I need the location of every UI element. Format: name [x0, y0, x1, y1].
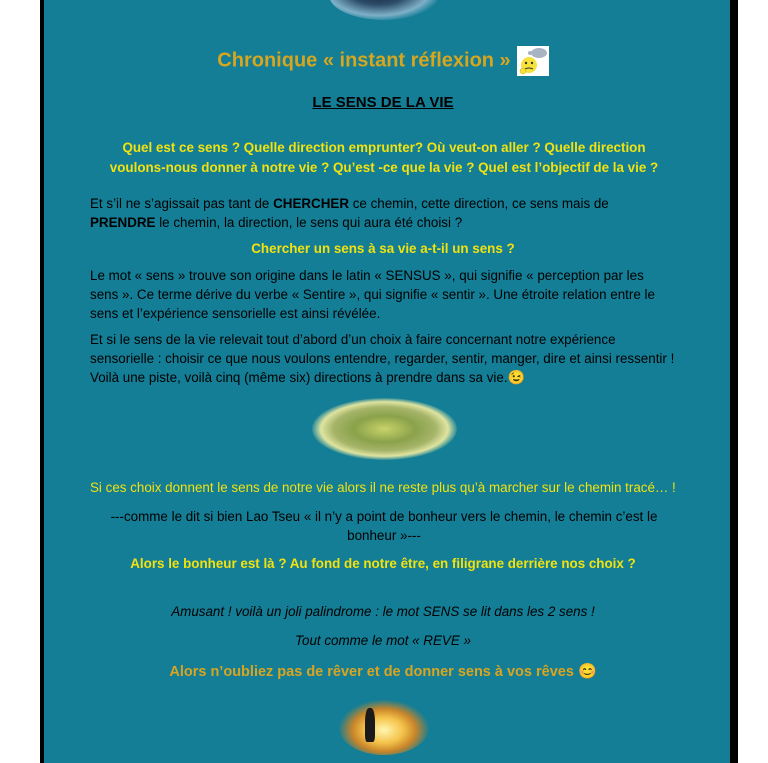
para1-part-c: ce chemin, cette direction, ce sens mais de: [349, 196, 609, 211]
palindrome-text: Amusant ! voilà un joli palindrome : le mot SENS se lit dans les 2 sens !: [171, 604, 595, 619]
heading-2: Chercher un sens à sa vie a-t-il un sens ?: [251, 241, 515, 256]
sunset-photo: [339, 700, 429, 755]
reve-text: Tout comme le mot « REVE »: [295, 633, 471, 648]
heading-3: Alors le bonheur est là ? Au fond de notre être, en filigrane derrière nos choix ?: [130, 556, 636, 571]
questions-text: Quel est ce sens ? Quelle direction emprunter? Où veut-on aller ? Quelle direction voulons-nous donner à notre vie ? Qu’est -ce que la vie ? Quel est l’objectif de la vie ?: [109, 140, 659, 175]
para1-part-a: Et s’il ne s’agissait pas tant de: [90, 196, 274, 211]
para1-prendre: PRENDRE: [90, 215, 156, 230]
lao-tseu-quote: ---comme le dit si bien Lao Tseu « il n’y a point de bonheur vers le chemin, le chemin c’est le bonheur »---: [110, 509, 658, 543]
document-page: [44, 0, 722, 763]
page-border-right: [730, 0, 738, 763]
closing-line: Alors n’oubliez pas de rêver et de donner sens à vos rêves: [169, 664, 574, 680]
paragraph-1: [90, 194, 662, 232]
title-text: Chronique « instant réflexion »: [217, 49, 511, 72]
para3-text: Et si le sens de la vie relevait tout d’abord d’un choix à faire concernant notre expérience sensorielle : choisir ce que nous voulons entendre, regarder, sentir, manger, dire et ainsi ressentir ! Voilà une piste, voilà cinq (même six) directions à prendre dans sa vie.: [90, 332, 675, 385]
para1-chercher: CHERCHER: [273, 196, 349, 211]
silhouette-figure: [365, 708, 375, 742]
page-title: [44, 46, 722, 76]
closing-text: [44, 662, 722, 682]
paragraph-3: [90, 330, 680, 387]
paragraph-2: Le mot « sens » trouve son origine dans le latin « SENSUS », qui signifie « perception par les sens ». Ce terme dérive du verbe « Sentire », qui signifie « sentir ». Une étroite relation entre le sens et l’expérience sensorielle est ainsi révélée.: [90, 268, 655, 321]
page-subtitle: LE SENS DE LA VIE: [312, 94, 454, 111]
paragraph-4: Si ces choix donnent le sens de notre vie alors il ne reste plus qu’à marcher sur le chemin tracé… !: [90, 480, 676, 495]
landscape-photo: [312, 398, 457, 460]
wink-emoji-icon: 😉: [507, 369, 525, 385]
para1-part-e: le chemin, la direction, le sens qui aura été choisi ?: [155, 215, 463, 230]
page-edge: [722, 0, 730, 763]
smile-emoji-icon: 😊: [577, 663, 597, 680]
top-photo: [329, 0, 439, 20]
thinking-emoji-icon: [517, 46, 549, 76]
